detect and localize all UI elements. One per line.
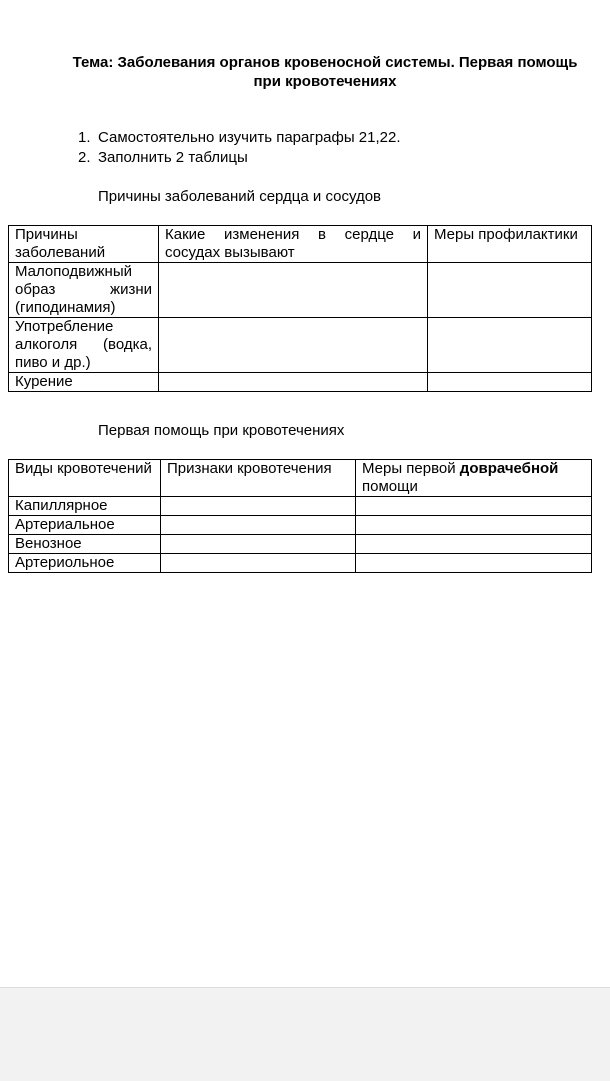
table-row — [9, 497, 592, 516]
table-cell[interactable] — [159, 318, 428, 373]
table-cell[interactable] — [161, 497, 356, 516]
table-cell[interactable] — [428, 263, 592, 318]
table-cell[interactable] — [161, 535, 356, 554]
header-text: помощи — [362, 478, 418, 495]
table-cell[interactable] — [159, 263, 428, 318]
table-cell: Употребление алкоголя (водка, пиво и др.) — [9, 318, 159, 373]
table-row — [9, 263, 592, 318]
table-row — [9, 373, 592, 392]
table-cell[interactable] — [428, 318, 592, 373]
header-cell: Какие изменения в сердце и сосудах вызывают — [159, 226, 428, 263]
table-row — [9, 554, 592, 573]
table-cell[interactable] — [159, 373, 428, 392]
task-item — [78, 148, 401, 168]
table-header-row — [9, 226, 592, 263]
header-bold-text: доврачебной — [459, 460, 559, 477]
task-number: 2. — [78, 149, 91, 166]
table-cell[interactable] — [428, 373, 592, 392]
table-row — [9, 516, 592, 535]
task-number: 1. — [78, 129, 91, 146]
table-cell: Малоподвижный образ жизни (гиподинамия) — [9, 263, 159, 318]
header-cell — [356, 460, 592, 497]
viewer-footer-bar — [0, 987, 610, 1081]
task-text: Самостоятельно изучить параграфы 21,22. — [98, 129, 401, 146]
table-cell: Венозное — [9, 535, 161, 554]
table-cell[interactable] — [356, 554, 592, 573]
header-cell: Признаки кровотечения — [161, 460, 356, 497]
table-cell[interactable] — [161, 516, 356, 535]
table-cell: Артериальное — [9, 516, 161, 535]
table-cell: Курение — [9, 373, 159, 392]
task-text: Заполнить 2 таблицы — [98, 149, 248, 166]
table1-caption: Причины заболеваний сердца и сосудов — [98, 188, 382, 205]
page-title: Тема: Заболевания органов кровеносной системы. Первая помощь при кровотечениях — [72, 54, 578, 90]
header-cell: Причины заболеваний — [9, 226, 159, 263]
table-cell[interactable] — [356, 535, 592, 554]
heart-diseases-table — [8, 225, 592, 392]
table2-caption: Первая помощь при кровотечениях — [98, 422, 345, 439]
table-cell: Капиллярное — [9, 497, 161, 516]
table-header-row — [9, 460, 592, 497]
table-cell[interactable] — [161, 554, 356, 573]
task-item — [78, 128, 401, 148]
table-cell: Артериольное — [9, 554, 161, 573]
task-list — [78, 128, 401, 168]
header-text: Меры первой — [362, 460, 460, 477]
table-row — [9, 318, 592, 373]
bleeding-first-aid-table — [8, 459, 592, 573]
header-cell: Виды кровотечений — [9, 460, 161, 497]
table-cell[interactable] — [356, 516, 592, 535]
header-cell: Меры профилактики — [428, 226, 592, 263]
table-cell[interactable] — [356, 497, 592, 516]
table-row — [9, 535, 592, 554]
